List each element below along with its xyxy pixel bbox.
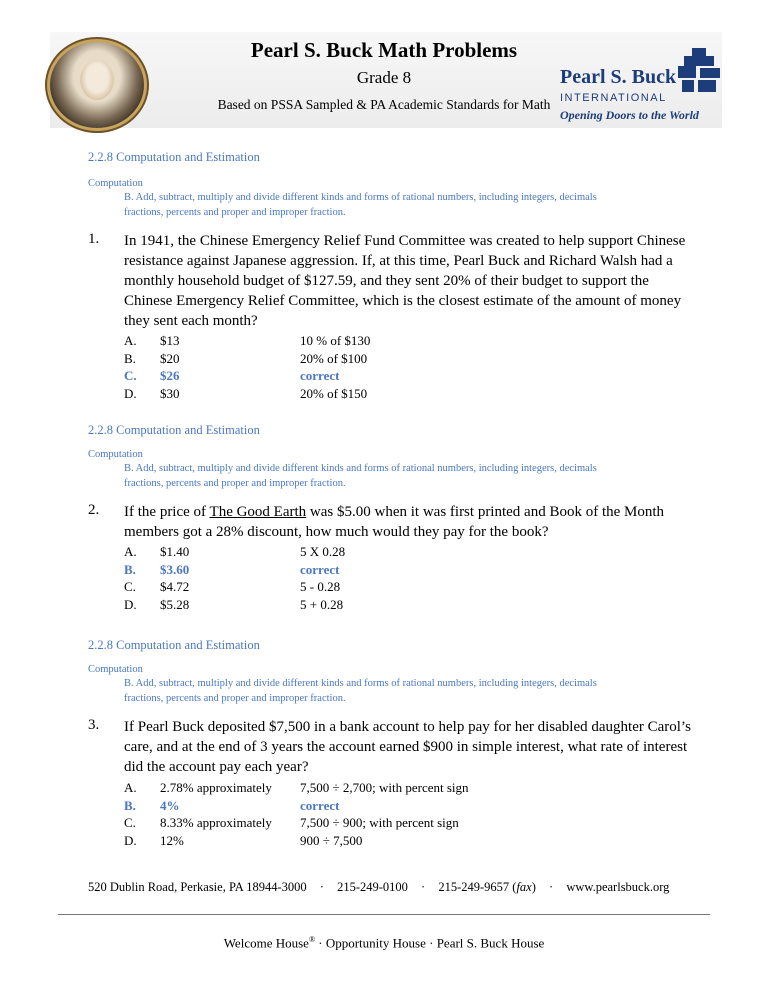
logo-international: INTERNATIONAL: [560, 92, 667, 104]
standard-line-1: B. Add, subtract, multiply and divide different kinds and forms of rational numbers, including integers, decimals: [124, 192, 597, 203]
standard-code: 2.2.8 Computation and Estimation: [88, 150, 260, 164]
option-d: D. 12% 900 ÷ 7,500: [124, 832, 363, 848]
question-number: 2.: [88, 502, 100, 518]
book-title: The Good Earth: [209, 504, 307, 520]
standard-line-1: B. Add, subtract, multiply and divide different kinds and forms of rational numbers, including integers, decimals: [124, 678, 597, 689]
question-1-options: [124, 332, 370, 402]
option-b-correct: B. 4% correct: [124, 797, 340, 813]
standard-line-1: B. Add, subtract, multiply and divide different kinds and forms of rational numbers, including integers, decimals: [124, 463, 597, 474]
question-3-text: If Pearl Buck deposited $7,500 in a bank account to help pay for her disabled daughter Carol’s care, and at the end of 3 years the account earned $900 in simple interest, what rate of interest did the account pay each year?: [124, 719, 691, 775]
footer-address: 520 Dublin Road, Perkasie, PA 18944-3000: [88, 880, 307, 894]
standard-line-2: fractions, percents and proper and improper fraction.: [124, 693, 346, 704]
question-2-text: If the price of The Good Earth was $5.00 when it was first printed and Book of the Month members got a 28% discount, how much would they pay for the book?: [124, 504, 665, 540]
standard-category: Computation: [88, 178, 143, 189]
option-c: C. $4.72 5 - 0.28: [124, 579, 341, 594]
option-d: D. $30 20% of $150: [124, 385, 368, 401]
question-3-options: [124, 779, 469, 849]
logo-name: Pearl S. Buck: [560, 66, 677, 88]
page-title: Pearl S. Buck Math Problems: [250, 38, 518, 62]
footer-fax: 215-249-9657: [438, 880, 510, 894]
option-d: D. $5.28 5 + 0.28: [124, 596, 344, 612]
question-number: 1.: [88, 231, 100, 247]
footer-website[interactable]: www.pearlsbuck.org: [566, 880, 670, 894]
footer-contact: 520 Dublin Road, Perkasie, PA 18944-3000 · 215-249-0100 · 215-249-9657 (fax) · www.pearlsbuck.org: [88, 880, 670, 894]
option-a: A. 2.78% approximately 7,500 ÷ 2,700; with percent sign: [124, 780, 469, 795]
option-b-correct: B. $3.60 correct: [124, 561, 340, 577]
option-c: C. 8.33% approximately 7,500 ÷ 900; with percent sign: [124, 815, 459, 830]
option-a: A. $1.40 5 X 0.28: [124, 544, 346, 559]
question-number: 3.: [88, 717, 100, 733]
footer-fax-label: fax: [516, 880, 532, 894]
option-b: B. $20 20% of $100: [124, 350, 368, 366]
question-1-text: In 1941, the Chinese Emergency Relief Fund Committee was created to help support Chinese resistance against Japanese aggression. If, at this time, Pearl Buck and Richard Walsh had a monthly household budget of $127.59, and they sent 20% of their budget to support the Chinese Emergency Relief Committee, which is the closest estimate of the amount of money they sent each month?: [124, 233, 686, 329]
option-a: A. $13 10 % of $130: [124, 333, 371, 348]
puzzle-house-icon: [678, 48, 720, 92]
grade-label: Grade 8: [356, 68, 412, 87]
standard-category: Computation: [88, 449, 143, 460]
option-c-correct: C. $26 correct: [124, 368, 340, 383]
question-2-options: [124, 543, 345, 613]
standard-code: 2.2.8 Computation and Estimation: [88, 638, 260, 652]
pearl-buck-international-logo: [560, 48, 720, 126]
page-subtitle: Based on PSSA Sampled & PA Academic Standards for Math: [217, 97, 551, 112]
standard-category: Computation: [88, 664, 143, 675]
standard-line-2: fractions, percents and proper and improper fraction.: [124, 207, 346, 218]
footer-houses: Welcome House® · Opportunity House · Pearl S. Buck House: [223, 935, 545, 951]
standard-code: 2.2.8 Computation and Estimation: [88, 423, 260, 437]
standard-line-2: fractions, percents and proper and improper fraction.: [124, 478, 346, 489]
logo-tagline: Opening Doors to the World: [560, 108, 699, 122]
footer-divider: [58, 914, 710, 915]
footer-phone: 215-249-0100: [337, 880, 408, 894]
